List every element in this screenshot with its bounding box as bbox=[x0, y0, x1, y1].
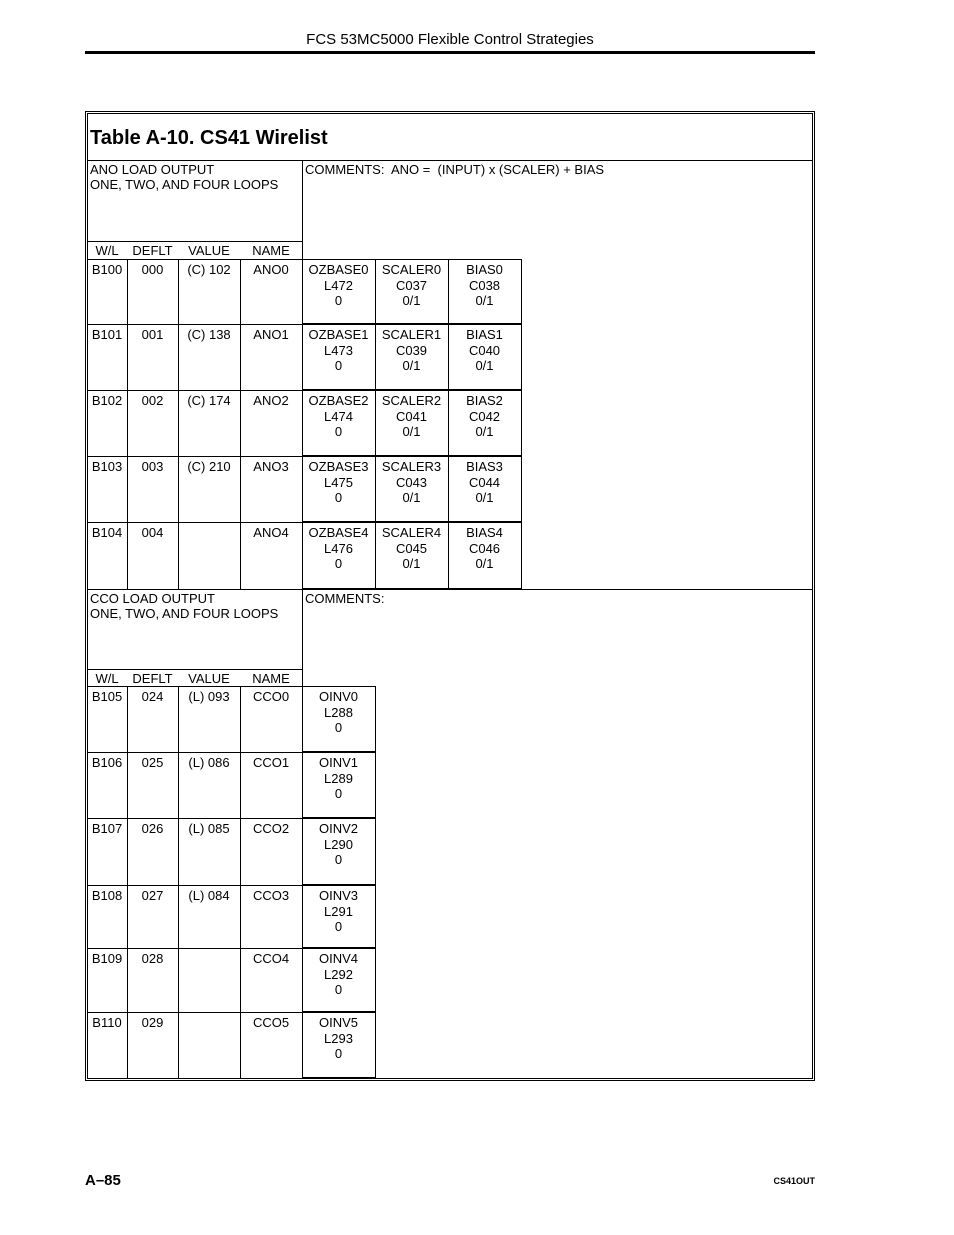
parameter-text: 0/1 bbox=[475, 358, 494, 373]
parameter-text: 0 bbox=[334, 720, 343, 735]
default-cell: 004 bbox=[141, 525, 164, 540]
parameter-text: 0 bbox=[334, 919, 343, 934]
block-rule bbox=[302, 259, 521, 260]
row-rule bbox=[87, 522, 302, 523]
parameter-text: 0/1 bbox=[475, 490, 494, 505]
parameter-text: C042 bbox=[468, 408, 501, 424]
column-header-rule bbox=[87, 241, 302, 242]
row-rule bbox=[87, 324, 302, 325]
parameter-text: C043 bbox=[395, 474, 428, 490]
parameter-text: C045 bbox=[395, 540, 428, 556]
block-rule bbox=[521, 324, 522, 390]
row-rule bbox=[87, 818, 302, 819]
column-header: W/L bbox=[95, 671, 119, 686]
parameter-text: L292 bbox=[324, 966, 353, 982]
parameter-text: L291 bbox=[324, 903, 353, 919]
parameter-text: L475 bbox=[324, 474, 353, 490]
parameter-text: SCALER2 bbox=[381, 393, 442, 408]
parameter-text: L290 bbox=[324, 836, 353, 852]
parameter-text: OZBASE3 bbox=[308, 459, 369, 474]
column-rule bbox=[178, 522, 179, 589]
table-bottom-rule bbox=[87, 1078, 813, 1079]
name-cell: ANO1 bbox=[253, 327, 289, 342]
default-cell: 029 bbox=[141, 1015, 164, 1030]
parameter-text: C039 bbox=[395, 342, 428, 358]
default-cell: 026 bbox=[141, 821, 164, 836]
block-rule bbox=[302, 456, 521, 457]
column-header-rule bbox=[87, 669, 302, 670]
value-cell: (C) 174 bbox=[187, 393, 231, 408]
parameter-text: 0 bbox=[334, 358, 343, 373]
block-rule bbox=[302, 752, 375, 753]
block-rule bbox=[375, 948, 376, 1012]
section-divider bbox=[302, 589, 303, 686]
parameter-text: 0/1 bbox=[475, 293, 494, 308]
block-rule bbox=[375, 1012, 376, 1078]
name-cell: ANO3 bbox=[253, 459, 289, 474]
wirelist-cell: B110 bbox=[92, 1015, 122, 1030]
parameter-text: OINV0 bbox=[318, 689, 358, 704]
table-title: Table A-10. CS41 Wirelist bbox=[90, 127, 328, 149]
parameter-text: L474 bbox=[324, 408, 353, 424]
parameter-text: 0/1 bbox=[402, 424, 421, 439]
default-cell: 003 bbox=[141, 459, 164, 474]
parameter-text: 0/1 bbox=[475, 556, 494, 571]
section-label: CCO LOAD OUTPUT bbox=[90, 591, 215, 606]
block-rule bbox=[375, 686, 376, 752]
document-code: CS41OUT bbox=[773, 1176, 815, 1186]
column-header: DEFLT bbox=[132, 671, 173, 686]
parameter-text: 0 bbox=[334, 293, 343, 308]
row-rule bbox=[87, 456, 302, 457]
wirelist-cell: B100 bbox=[91, 262, 123, 277]
parameter-text: 0/1 bbox=[475, 424, 494, 439]
parameter-text: C044 bbox=[468, 474, 501, 490]
value-cell: (L) 086 bbox=[188, 755, 230, 770]
parameter-text: L288 bbox=[324, 704, 353, 720]
parameter-text: C040 bbox=[468, 342, 501, 358]
name-cell: ANO4 bbox=[253, 525, 289, 540]
block-rule bbox=[302, 522, 521, 523]
parameter-text: L293 bbox=[324, 1030, 353, 1046]
block-rule bbox=[375, 818, 376, 885]
value-cell: (C) 102 bbox=[187, 262, 231, 277]
name-cell: CCO4 bbox=[252, 951, 290, 966]
block-rule bbox=[302, 948, 375, 949]
section-divider bbox=[302, 160, 303, 259]
parameter-text: OINV5 bbox=[318, 1015, 358, 1030]
default-cell: 002 bbox=[141, 393, 164, 408]
parameter-text: C041 bbox=[395, 408, 428, 424]
value-cell: (L) 093 bbox=[188, 689, 230, 704]
name-cell: CCO2 bbox=[252, 821, 290, 836]
parameter-text: OINV1 bbox=[318, 755, 358, 770]
name-cell: ANO0 bbox=[253, 262, 289, 277]
column-header: NAME bbox=[252, 243, 290, 258]
default-cell: 000 bbox=[141, 262, 164, 277]
value-cell: (C) 210 bbox=[187, 459, 231, 474]
name-cell: CCO1 bbox=[252, 755, 290, 770]
parameter-text: L473 bbox=[324, 342, 353, 358]
name-cell: CCO5 bbox=[252, 1015, 290, 1030]
row-rule bbox=[87, 390, 302, 391]
block-rule bbox=[375, 752, 376, 818]
default-cell: 025 bbox=[141, 755, 164, 770]
parameter-text: 0/1 bbox=[402, 358, 421, 373]
parameter-text: SCALER4 bbox=[381, 525, 442, 540]
section-comments: COMMENTS: ANO = (INPUT) x (SCALER) + BIAS bbox=[305, 162, 605, 177]
parameter-text: OINV4 bbox=[318, 951, 358, 966]
default-cell: 027 bbox=[141, 888, 164, 903]
parameter-text: BIAS2 bbox=[466, 393, 503, 408]
value-cell: (L) 085 bbox=[188, 821, 230, 836]
block-rule bbox=[375, 885, 376, 948]
parameter-text: 0/1 bbox=[402, 293, 421, 308]
block-rule bbox=[302, 1012, 375, 1013]
header-rule bbox=[85, 51, 815, 54]
wirelist-cell: B103 bbox=[91, 459, 123, 474]
parameter-text: L472 bbox=[324, 277, 353, 293]
row-rule bbox=[87, 1012, 302, 1013]
parameter-text: L289 bbox=[324, 770, 353, 786]
parameter-text: BIAS1 bbox=[466, 327, 503, 342]
section-label: ANO LOAD OUTPUT bbox=[90, 162, 215, 177]
parameter-text: OINV3 bbox=[318, 888, 358, 903]
column-header: VALUE bbox=[188, 671, 230, 686]
column-header: DEFLT bbox=[132, 243, 173, 258]
name-cell: ANO2 bbox=[253, 393, 289, 408]
block-rule bbox=[302, 686, 375, 687]
value-cell: (C) 138 bbox=[187, 327, 231, 342]
wirelist-cell: B105 bbox=[91, 689, 123, 704]
parameter-text: 0 bbox=[334, 786, 343, 801]
column-rule bbox=[178, 948, 179, 1012]
page-number: A–85 bbox=[85, 1172, 121, 1189]
wirelist-cell: B107 bbox=[91, 821, 123, 836]
default-cell: 024 bbox=[141, 689, 164, 704]
parameter-text: 0/1 bbox=[402, 556, 421, 571]
row-rule bbox=[87, 885, 302, 886]
wirelist-cell: B101 bbox=[91, 327, 123, 342]
section-rule bbox=[87, 589, 813, 590]
wirelist-cell: B109 bbox=[91, 951, 123, 966]
parameter-text: SCALER1 bbox=[381, 327, 442, 342]
wirelist-cell: B108 bbox=[91, 888, 123, 903]
default-cell: 028 bbox=[141, 951, 164, 966]
parameter-text: SCALER3 bbox=[381, 459, 442, 474]
parameter-text: OZBASE1 bbox=[308, 327, 369, 342]
wirelist-cell: B106 bbox=[91, 755, 123, 770]
parameter-text: C038 bbox=[468, 277, 501, 293]
section-label: ONE, TWO, AND FOUR LOOPS bbox=[90, 606, 279, 621]
parameter-text: 0 bbox=[334, 1046, 343, 1061]
parameter-text: OINV2 bbox=[318, 821, 358, 836]
column-header: NAME bbox=[252, 671, 290, 686]
column-header: W/L bbox=[95, 243, 119, 258]
row-rule bbox=[87, 686, 302, 687]
section-rule bbox=[87, 160, 813, 161]
parameter-text: OZBASE2 bbox=[308, 393, 369, 408]
section-label: ONE, TWO, AND FOUR LOOPS bbox=[90, 177, 279, 192]
parameter-text: BIAS3 bbox=[466, 459, 503, 474]
row-rule bbox=[87, 948, 302, 949]
parameter-text: 0 bbox=[334, 424, 343, 439]
block-rule bbox=[521, 522, 522, 589]
block-rule bbox=[521, 390, 522, 456]
parameter-text: 0 bbox=[334, 556, 343, 571]
block-rule bbox=[302, 324, 521, 325]
running-header: FCS 53MC5000 Flexible Control Strategies bbox=[306, 31, 594, 48]
section-comments: COMMENTS: bbox=[305, 591, 385, 606]
name-cell: CCO3 bbox=[252, 888, 290, 903]
parameter-text: 0 bbox=[334, 852, 343, 867]
parameter-text: BIAS0 bbox=[466, 262, 503, 277]
column-header: VALUE bbox=[188, 243, 230, 258]
value-cell: (L) 084 bbox=[188, 888, 230, 903]
parameter-text: OZBASE0 bbox=[308, 262, 369, 277]
wirelist-cell: B104 bbox=[91, 525, 123, 540]
parameter-text: OZBASE4 bbox=[308, 525, 369, 540]
name-cell: CCO0 bbox=[252, 689, 290, 704]
block-rule bbox=[302, 390, 521, 391]
parameter-text: C037 bbox=[395, 277, 428, 293]
block-rule bbox=[521, 456, 522, 522]
parameter-text: 0 bbox=[334, 490, 343, 505]
block-rule bbox=[521, 259, 522, 324]
parameter-text: C046 bbox=[468, 540, 501, 556]
default-cell: 001 bbox=[141, 327, 164, 342]
block-rule bbox=[302, 885, 375, 886]
parameter-text: SCALER0 bbox=[381, 262, 442, 277]
column-rule bbox=[178, 1012, 179, 1078]
block-rule bbox=[302, 818, 375, 819]
wirelist-cell: B102 bbox=[91, 393, 123, 408]
row-rule bbox=[87, 259, 302, 260]
row-rule bbox=[87, 752, 302, 753]
parameter-text: L476 bbox=[324, 540, 353, 556]
parameter-text: 0/1 bbox=[402, 490, 421, 505]
parameter-text: 0 bbox=[334, 982, 343, 997]
parameter-text: BIAS4 bbox=[466, 525, 503, 540]
